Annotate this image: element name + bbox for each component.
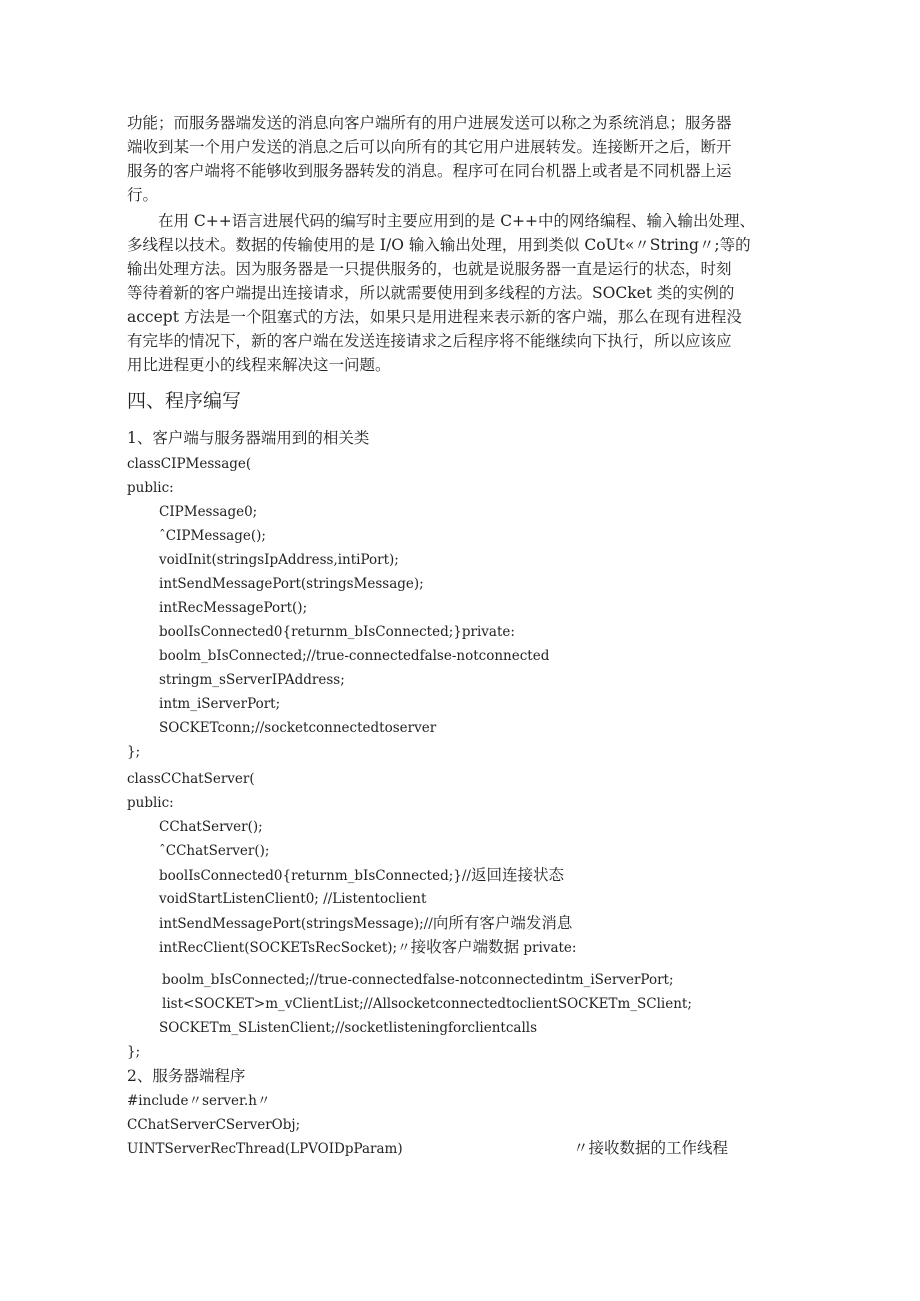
code-line: boolIsConnected0{returnm_bIsConnected;}private: (159, 624, 515, 640)
code-line: SOCKETconn;//socketconnectedtoserver (159, 720, 437, 736)
code-text: boolIsConnected0{returnm_bIsConnected;}// (159, 868, 471, 884)
code-line (159, 863, 564, 888)
code-comment: 向所有客户端发消息 (432, 914, 573, 932)
code-text: private: (523, 940, 577, 956)
text-line: 等待着新的客户端提出连接请求，所以就需要使用到多线程的方法。SOCket 类的实例的 (127, 284, 735, 302)
code-public-label: public: (127, 795, 174, 811)
code-line: SOCKETm_SListenClient;//socketlisteningforclientcalls (159, 1020, 538, 1036)
code-line: intSendMessagePort(stringsMessage); (159, 576, 424, 592)
text-line: 在用 C++语言进展代码的编写时主要应用到的是 C++中的网络编程、输入输出处理、 (127, 212, 756, 230)
subsection-heading-1: 1、客户端与服务器端用到的相关类 (127, 429, 370, 447)
code-text: intSendMessagePort(stringsMessage);// (159, 916, 433, 932)
code-close-brace: }; (127, 744, 141, 760)
code-line: CIPMessage0; (159, 504, 258, 520)
code-line: boolm_bIsConnected;//true-connectedfalse-notconnected (159, 648, 550, 664)
code-line: boolm_bIsConnected;//true-connectedfalse-notconnectedintm_iServerPort; (162, 972, 674, 988)
paragraph-2 (127, 209, 813, 377)
code-line: intRecMessagePort(); (159, 600, 308, 616)
code-line: voidStartListenClient0; //Listentoclient (159, 891, 427, 907)
code-line: intm_iServerPort; (159, 696, 281, 712)
text-line: 输出处理方法。因为服务器是一只提供服务的，也就是说服务器一直是运行的状态，时刻 (127, 260, 732, 278)
code-comment: 〃接收数据的工作线程 (573, 1139, 729, 1157)
code-line: ˆCIPMessage(); (159, 528, 266, 544)
code-line: #include〃server.h〃 (127, 1093, 271, 1109)
code-line: UINTServerRecThread(LPVOIDpParam) (127, 1141, 403, 1157)
text-line: 行。 (127, 186, 159, 204)
code-line: voidInit(stringsIpAddress,intiPort); (159, 552, 399, 568)
text-line: accept 方法是一个阻塞式的方法，如果只是用进程来表示新的客户端，那么在现有进程没 (127, 308, 742, 326)
text-line: 功能；而服务器端发送的消息向客户端所有的用户进展发送可以称之为系统消息；服务器 (127, 114, 732, 132)
code-class-decl: classCIPMessage( (127, 456, 252, 472)
text-line: 用比进程更小的线程来解决这一问题。 (127, 356, 391, 374)
code-public-label: public: (127, 480, 174, 496)
code-line: CChatServerCServerObj; (127, 1117, 301, 1133)
code-comment: 返回连接状态 (470, 866, 564, 884)
code-line: list<SOCKET>m_vClientList;//AllsocketconnectedtoclientSOCKETm_SClient; (162, 996, 692, 1012)
text-line: 有完毕的情况下，新的客户端在发送连接请求之后程序将不能继续向下执行，所以应该应 (127, 332, 732, 350)
code-line (159, 935, 576, 960)
text-line: 多线程以技术。数据的传输使用的是 I/O 输入输出处理，用到类似 CoUt«〃String〃;等的 (127, 236, 751, 254)
code-text: intRecClient(SOCKETsRecSocket);〃 (159, 940, 411, 956)
code-line (159, 911, 572, 936)
code-line: CChatServer(); (159, 819, 263, 835)
code-close-brace: }; (127, 1044, 141, 1060)
code-line: stringm_sServerIPAddress; (159, 672, 345, 688)
subsection-heading-2: 2、服务器端程序 (127, 1067, 246, 1085)
code-class-decl: classCChatServer( (127, 771, 255, 787)
code-line: ˆCChatServer(); (159, 843, 270, 859)
text-line: 端收到某一个用户发送的消息之后可以向所有的其它用户进展转发。连接断开之后，断开 (127, 138, 732, 156)
section-heading: 四、程序编写 (127, 390, 242, 412)
text-line: 服务的客户端将不能够收到服务器转发的消息。程序可在同台机器上或者是不同机器上运 (127, 162, 732, 180)
code-comment: 接收客户端数据 (410, 938, 520, 956)
paragraph-1 (127, 111, 813, 207)
